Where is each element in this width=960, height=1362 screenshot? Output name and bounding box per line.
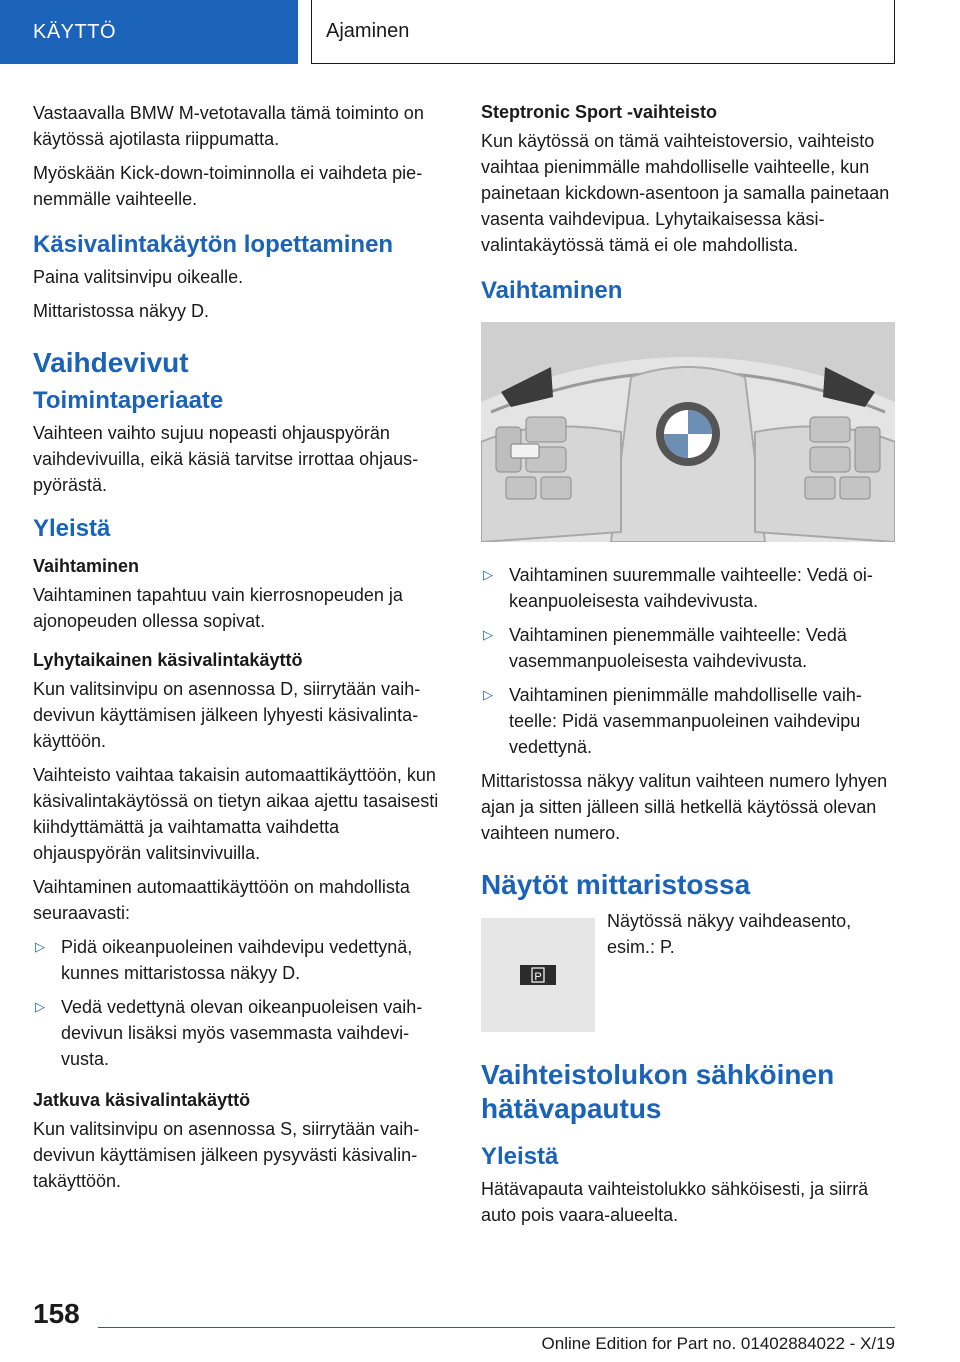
list-item: ▷ Vaihtaminen suuremmalle vaihteelle: Vedä oikeanpuoleisesta vaihdevivusta.: [481, 562, 895, 614]
heading-general: Yleistä: [481, 1143, 559, 1170]
paragraph: Vaihtaminen automaattikäyttöön on mahdollista seuraavasti:: [33, 877, 410, 923]
triangle-bullet-icon: ▷: [35, 999, 45, 1014]
triangle-bullet-icon: ▷: [483, 687, 493, 702]
bullet-list: [33, 934, 448, 1072]
paragraph: Hätävapauta vaihteistolukko sähköisesti, ja siirrä auto pois vaara-alueelta.: [481, 1179, 869, 1225]
steering-wheel-illustration: [481, 322, 895, 542]
triangle-bullet-icon: ▷: [35, 939, 45, 954]
subheading-continuous-manual: Jatkuva käsivalintakäyttö: [33, 1090, 251, 1110]
heading-principle: Toimintaperiaate: [33, 387, 224, 414]
paragraph: Kun käytössä on tämä vaihteistoversio, vaihteisto vaihtaa pienimmälle mahdolliselle vaihteelle, kun painetaan kickdown-asentoon ja samalla painetaan vasenta vaihdevipua. Lyhytaikaisessa käsivalintakäytössä tämä ei ole mahdollista.: [481, 131, 890, 255]
paragraph: Vaihteisto vaihtaa takaisin automaattikäyttöön, kun käsivalintakäytössä on tietyn aikaa ajettu tasaisesti kiihdyttämättä ja vaihtamatta vaihdetta ohjauspyörän valitsinvivuilla.: [33, 765, 439, 863]
paragraph: Vaihteen vaihto sujuu nopeasti ohjauspyörän vaihdevivuilla, eikä käsiä tarvitse irrottaa ohjauspyörästä.: [33, 423, 419, 495]
paragraph: Vastaavalla BMW M-vetotavalla tämä toiminto on käytössä ajotilasta riippumatta.: [33, 103, 424, 149]
display-example: [481, 908, 895, 1032]
edition-footer: Online Edition for Part no. 01402884022 - X/19: [541, 1334, 895, 1353]
heading-end-manual-mode: Käsivalintakäytön lopettaminen: [33, 231, 394, 258]
section-title: Ajaminen: [326, 20, 410, 42]
paragraph: Näytössä näkyy vaihdeasento, esim.: P.: [607, 911, 852, 957]
triangle-bullet-icon: ▷: [483, 567, 493, 582]
left-column: [33, 100, 448, 1202]
subheading-steptronic: Steptronic Sport -vaihteisto: [481, 102, 718, 122]
instrument-display-illustration: [481, 918, 595, 1032]
paragraph: Kun valitsinvipu on asennossa S, siirrytään vaihdevivun käyttämisen jälkeen pysyvästi käsivalintakäyttöön.: [33, 1119, 420, 1191]
bullet-list: [481, 562, 895, 760]
page-number: 158: [33, 1298, 80, 1329]
section-tab: [311, 0, 895, 64]
heading-paddles: Vaihdevivut: [33, 347, 189, 378]
heading-general: Yleistä: [33, 515, 111, 542]
heading-shifting: Vaihtaminen: [481, 277, 623, 304]
subheading-short-manual: Lyhytaikainen käsivalintakäyttö: [33, 650, 303, 670]
paragraph: Paina valitsinvipu oikealle.: [33, 267, 244, 287]
paragraph: Kun valitsinvipu on asennossa D, siirrytään vaihdevivun käyttämisen jälkeen lyhyesti käsivalintakäyttöön.: [33, 679, 421, 751]
list-item: ▷ Vaihtaminen pienimmälle mahdolliselle vaihteelle: Pidä vasemmanpuoleinen vaihdevipu vedettynä.: [481, 682, 895, 760]
heading-displays: Näytöt mittaristossa: [481, 869, 751, 900]
list-item: ▷ Vedä vedettynä olevan oikeanpuoleisen vaihdevivun lisäksi myös vasemmasta vaihdevivusta.: [33, 994, 448, 1072]
paragraph: Vaihtaminen tapahtuu vain kierrosnopeuden ja ajonopeuden ollessa sopivat.: [33, 585, 403, 631]
subheading-shifting: Vaihtaminen: [33, 556, 140, 576]
footer-divider: [98, 1327, 895, 1328]
chapter-tab: [0, 0, 298, 64]
gear-position-letter: P: [534, 971, 542, 983]
list-item: ▷ Pidä oikeanpuoleinen vaihdevipu vedettynä, kunnes mittaristossa näkyy D.: [33, 934, 448, 986]
triangle-bullet-icon: ▷: [483, 627, 493, 642]
right-column: [481, 100, 895, 1236]
list-item: ▷ Vaihtaminen pienemmälle vaihteelle: Vedä vasemmanpuoleisesta vaihdevivusta.: [481, 622, 895, 674]
chapter-title: KÄYTTÖ: [33, 20, 117, 43]
paragraph: Mittaristossa näkyy valitun vaihteen numero lyhyen ajan ja sitten jälleen sillä hetkellä käytössä olevan vaihteen numero.: [481, 771, 888, 843]
paragraph: Myöskään Kick-down-toiminnolla ei vaihdeta pienemmälle vaihteelle.: [33, 163, 423, 209]
paragraph: Mittaristossa näkyy D.: [33, 301, 210, 321]
heading-emergency-release: Vaihteistolukon sähköinen hätävapautus: [481, 1059, 835, 1124]
